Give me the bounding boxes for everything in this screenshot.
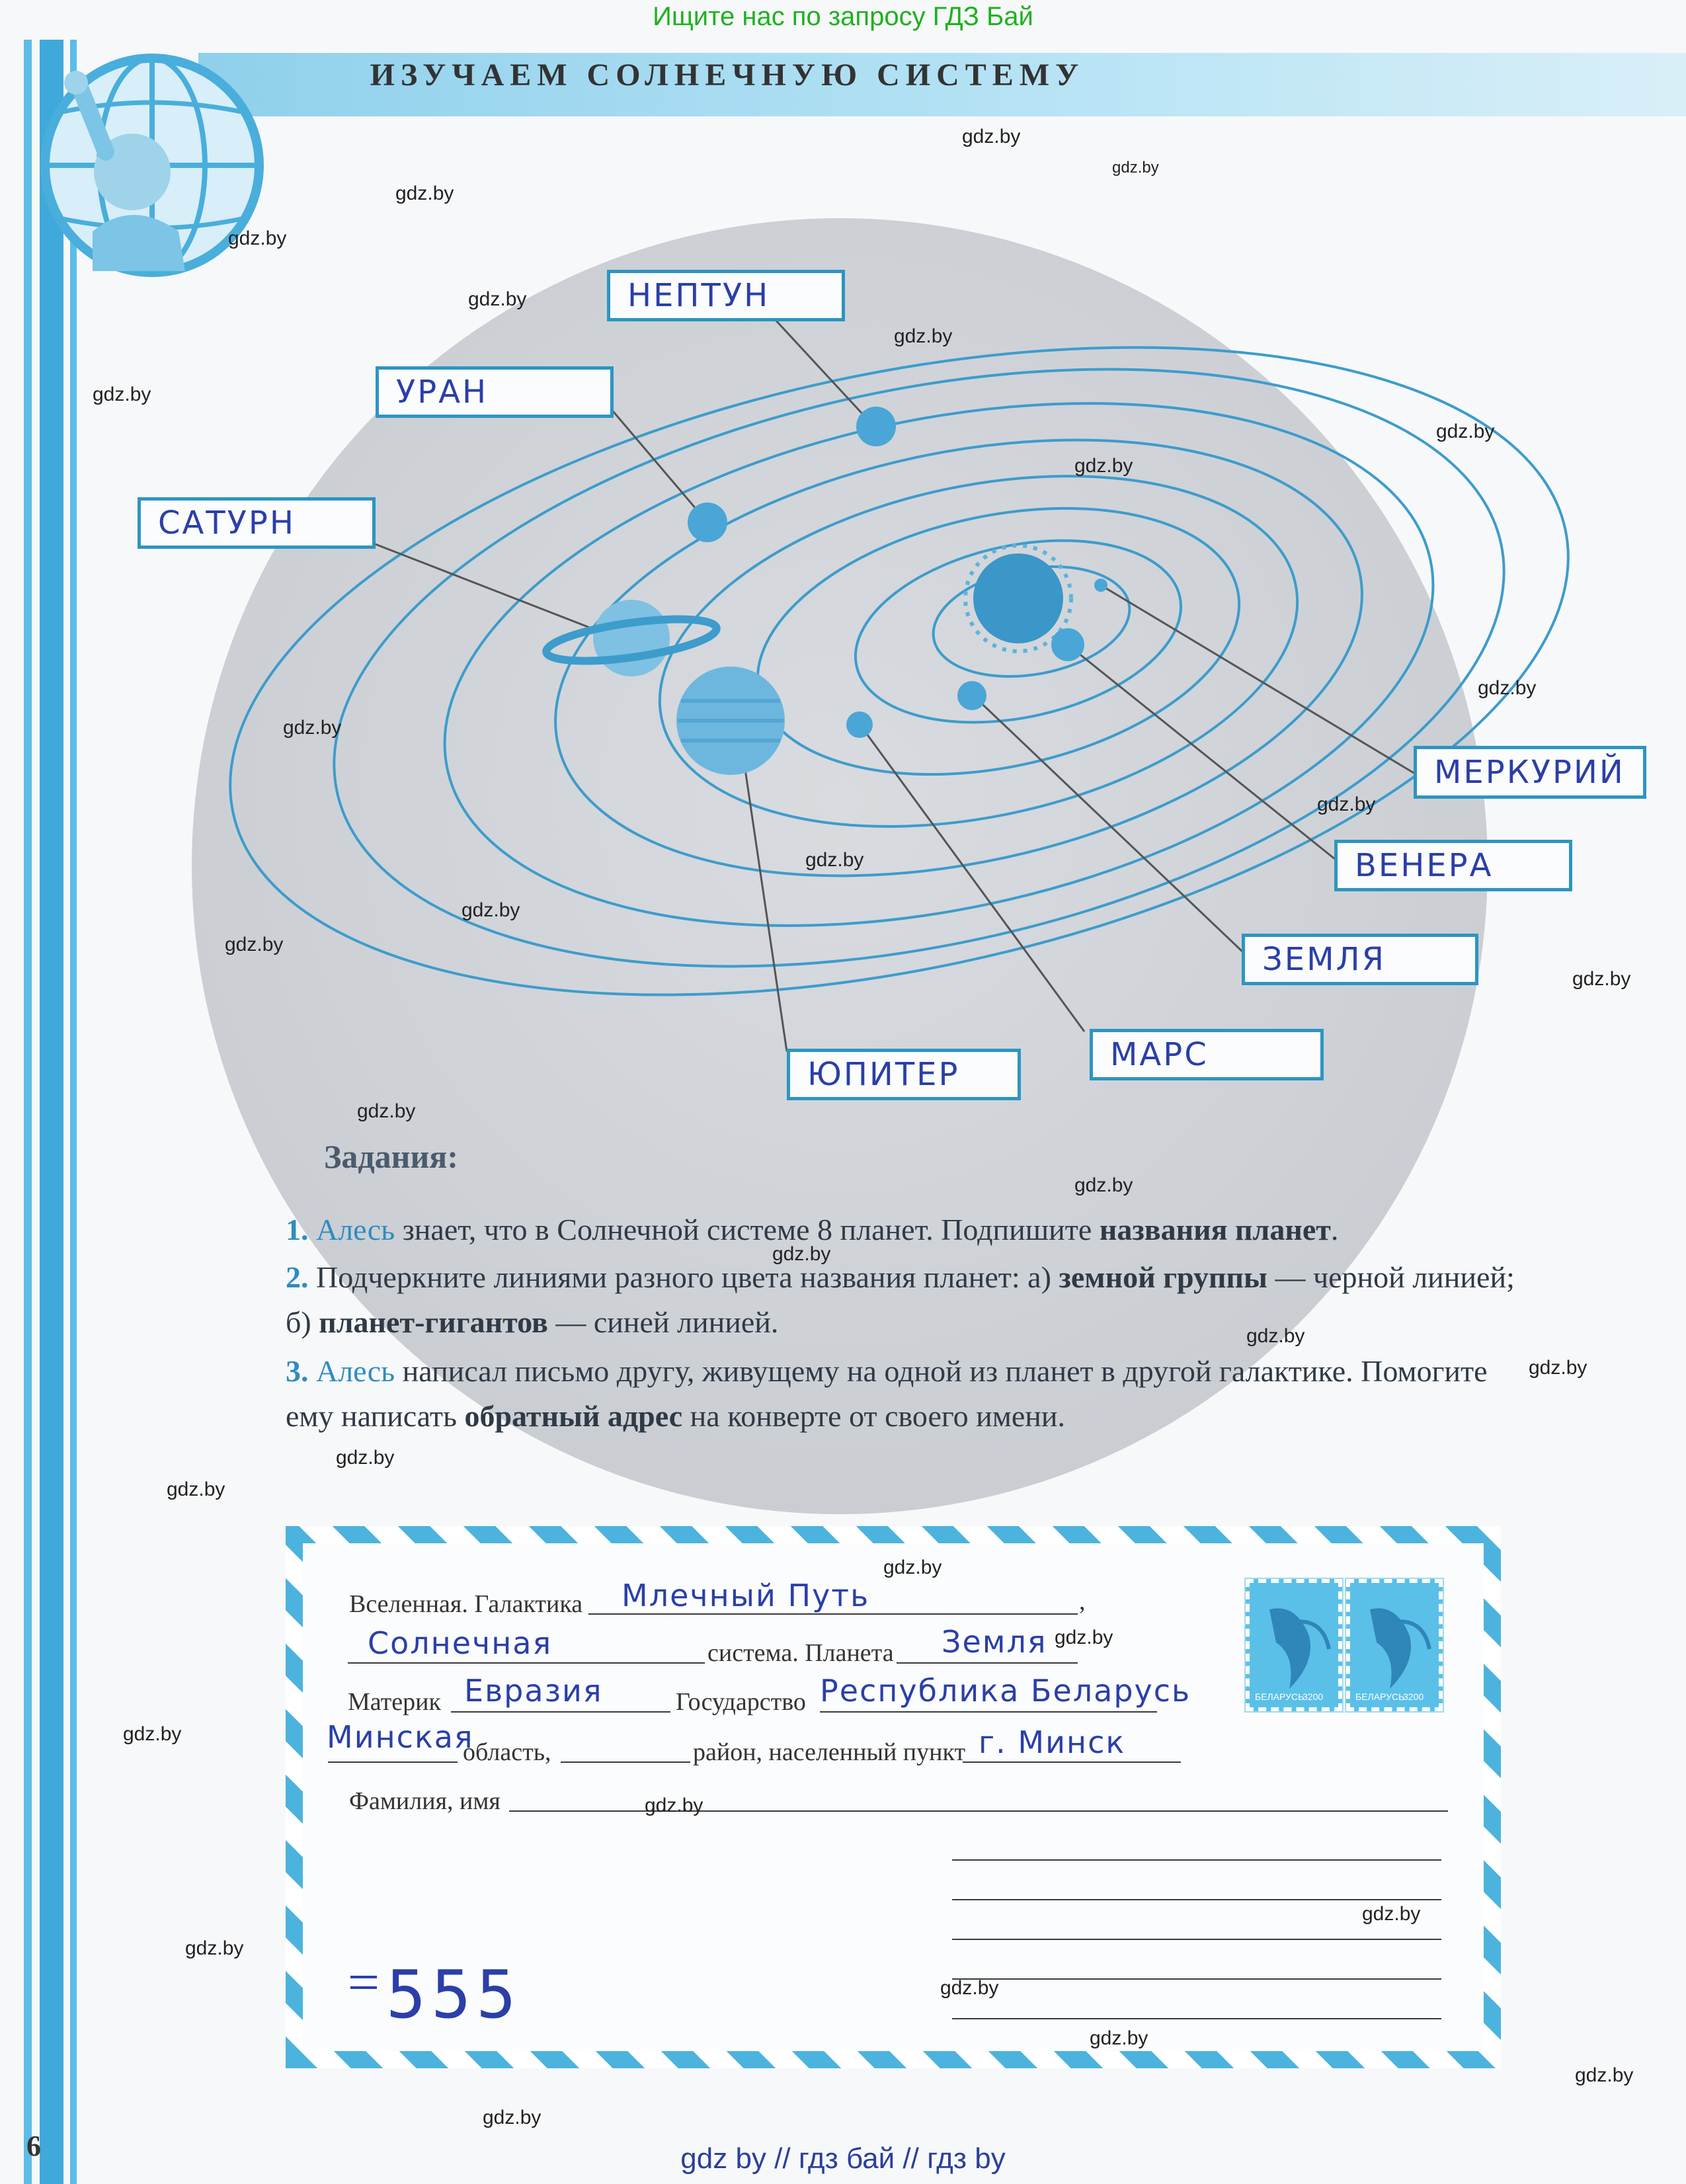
watermark: gdz.by [1074,455,1133,477]
watermark: gdz.by [1317,793,1376,815]
galaxy-field[interactable]: Млечный Путь [622,1578,870,1613]
top-search-link[interactable]: Ищите нас по запросу ГДЗ Бай [653,2,1033,31]
label-venus[interactable]: ВЕНЕРА [1334,840,1572,891]
task-text: . [1330,1213,1339,1246]
task-bold: обратный адрес [464,1399,683,1433]
planet-neptune [856,407,896,446]
watermark: gdz.by [1436,421,1495,442]
watermark: gdz.by [395,182,454,204]
task-text: — синей линией. [547,1305,779,1339]
task-bold: планет-гигантов [319,1305,548,1339]
watermark: gdz.by [1112,159,1159,177]
planet-field[interactable]: Земля [942,1624,1047,1660]
name-label: Фамилия, имя [349,1787,501,1815]
postage-stamp [1346,1579,1443,1711]
region-line[interactable] [328,1761,458,1763]
planet-saturn [593,600,670,676]
watermark: gdz.by [123,1723,182,1745]
watermark: gdz.by [805,849,864,871]
task-bold: земной группы [1059,1260,1267,1294]
watermark: gdz.by [645,1795,703,1816]
watermark: gdz.by [1529,1357,1587,1379]
task-bold: названия планет [1099,1213,1331,1246]
planet-line[interactable] [897,1662,1078,1664]
label-jupiter[interactable]: ЮПИТЕР [787,1049,1021,1100]
continent-label: Материк [348,1688,441,1716]
task-name: Алесь [316,1354,395,1388]
address-line[interactable] [952,2018,1441,2019]
label-mars[interactable]: МАРС [1090,1029,1324,1080]
watermark: gdz.by [483,2107,542,2128]
watermark: gdz.by [167,1478,225,1500]
stamp-country: БЕЛАРУСЬ [1255,1691,1305,1702]
task-number: 1. [286,1213,309,1246]
task-2 [286,1255,1515,1345]
label-earth[interactable]: ЗЕМЛЯ [1242,934,1478,985]
continent-line[interactable] [451,1711,670,1713]
task-text: Подчеркните линиями разного цвета названия планет: а) [308,1260,1059,1294]
task-text: знает, что в Солнечной системе 8 планет. Подпишите [395,1213,1100,1246]
watermark: gdz.by [772,1243,831,1265]
address-line[interactable] [952,1899,1441,1900]
district-line[interactable] [561,1761,690,1763]
watermark: gdz.by [336,1447,395,1469]
bottom-site-link[interactable]: gdz by // гдз бай // гдз by [680,2142,1006,2175]
page-number: 6 [26,2130,41,2162]
stamp-country: БЕЛАРУСЬ [1355,1691,1405,1702]
task-number: 2. [286,1260,309,1294]
watermark: gdz.by [1575,2064,1634,2086]
sun [973,553,1063,643]
region-field[interactable]: Минская [327,1719,474,1755]
solar-field[interactable]: Солнечная [368,1625,553,1661]
task-text: на конверте от своего имени. [682,1399,1065,1433]
comma: , [1079,1588,1086,1615]
label-neptune[interactable]: НЕПТУН [607,270,845,321]
tasks-heading: Задания: [324,1138,459,1175]
bird-icon [1250,1583,1338,1707]
watermark: gdz.by [462,899,520,921]
state-field[interactable]: Республика Беларусь [820,1673,1191,1709]
task-3 [286,1349,1515,1439]
watermark: gdz.by [357,1100,416,1122]
address-line[interactable] [952,1978,1441,1980]
universe-label: Вселенная. Галактика [349,1590,583,1618]
address-line[interactable] [952,1859,1441,1861]
planet-mars [846,711,873,738]
planet-uranus [688,503,727,542]
bird-icon [1350,1583,1439,1707]
label-mercury[interactable]: МЕРКУРИЙ [1414,746,1646,799]
watermark: gdz.by [940,1977,999,1999]
city-field[interactable]: г. Минск [979,1724,1126,1760]
label-saturn[interactable]: САТУРН [138,497,376,549]
label-uranus[interactable]: УРАН [376,366,614,418]
state-line[interactable] [820,1711,1157,1713]
district-label: район, населенный пункт [693,1738,966,1766]
watermark: gdz.by [468,288,527,310]
watermark: gdz.by [894,325,953,347]
address-line[interactable] [952,1939,1441,1940]
watermark: gdz.by [225,934,284,955]
watermark: gdz.by [1074,1174,1133,1196]
task-text: написал письмо другу, живущему на одной из планет в другой галактике. Помогите ему написать [286,1354,1488,1433]
watermark: gdz.by [962,126,1021,147]
system-label: система. Планета [707,1639,894,1667]
task-number: 3. [286,1354,309,1388]
region-label: область, [463,1738,551,1766]
state-label: Государство [676,1688,806,1716]
watermark: gdz.by [1090,2027,1148,2049]
solar-line[interactable] [348,1662,705,1664]
task-1 [286,1207,1515,1252]
postal-code-digits[interactable]: 555 [386,1956,522,2033]
watermark: gdz.by [1572,968,1631,990]
task-name: Алесь [316,1213,395,1246]
watermark: gdz.by [1246,1325,1305,1347]
city-line[interactable] [963,1761,1181,1763]
continent-field[interactable]: Евразия [464,1673,603,1709]
task-text: — черной линией; б) [286,1260,1515,1339]
watermark: gdz.by [93,384,151,405]
planet-mercury [1094,579,1107,592]
postage-stamp [1246,1579,1342,1711]
page-title: ИЗУЧАЕМ СОЛНЕЧНУЮ СИСТЕМУ [370,58,1085,93]
watermark: gdz.by [228,227,287,249]
watermark: gdz.by [283,717,342,739]
planet-earth [957,681,986,710]
watermark: gdz.by [185,1937,244,1959]
planet-venus [1051,628,1084,661]
watermark: gdz.by [883,1557,942,1578]
watermark: gdz.by [1055,1627,1113,1648]
galaxy-line[interactable] [588,1613,1078,1615]
stamp-value: 3200 [1403,1691,1424,1702]
watermark: gdz.by [1362,1903,1421,1925]
stamp-value: 3200 [1303,1691,1324,1702]
watermark: gdz.by [1478,677,1537,699]
